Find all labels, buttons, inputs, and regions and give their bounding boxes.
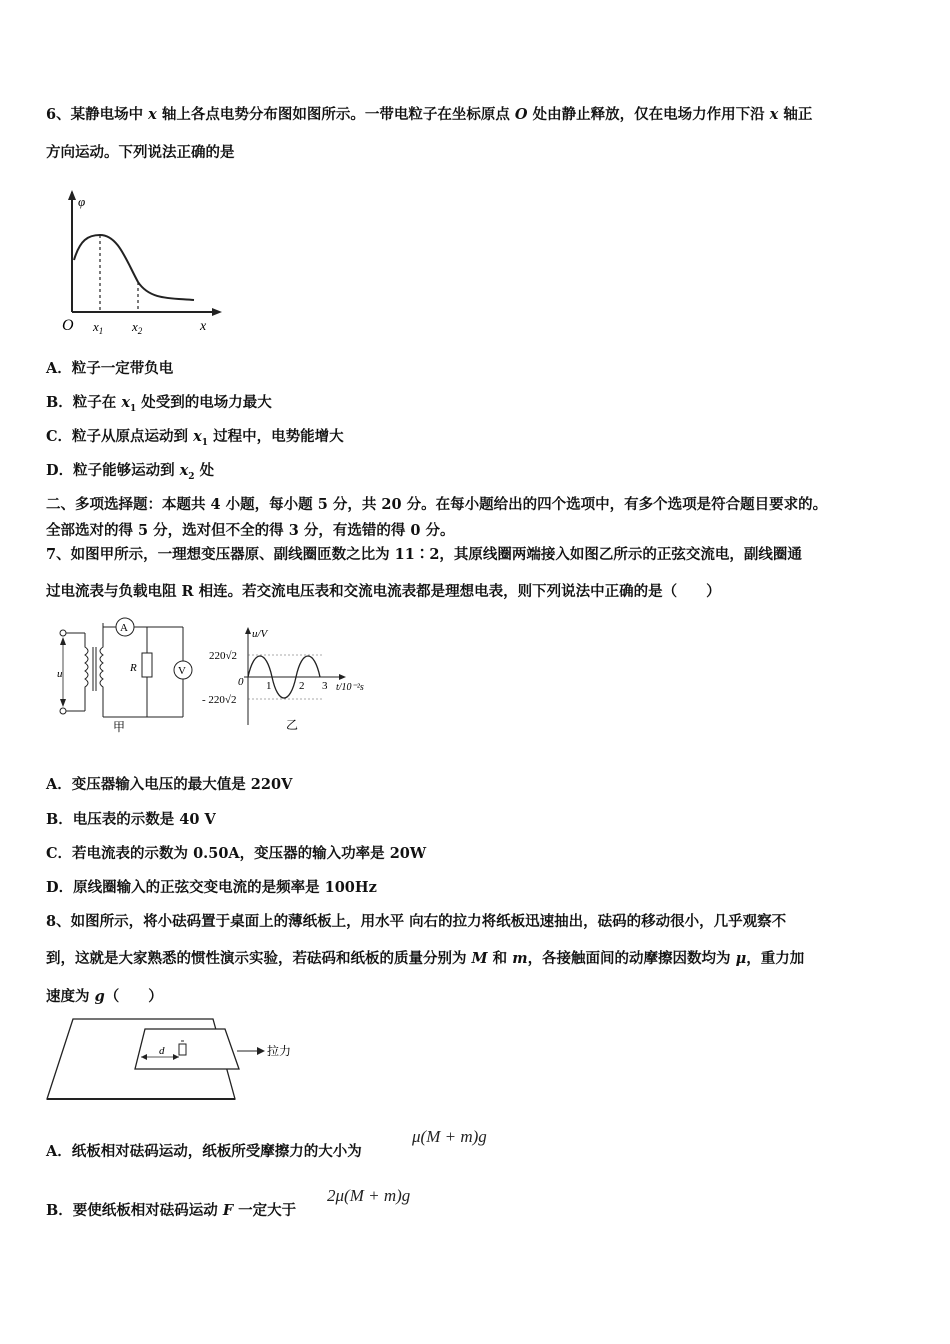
q8-option-a-formula: μ(M + m)g (412, 1127, 487, 1146)
pos-peak-label: 220√2 (209, 650, 238, 662)
q7-option-b: B．电压表的示数是 40 V (46, 811, 216, 828)
section2-heading-line2: 全部选对的得 5 分，选对但不全的得 3 分，有选错的得 0 分。 (46, 522, 455, 539)
q8-stem-line2: 到，这就是大家熟悉的惯性演示实验，若砝码和纸板的质量分别为 M 和 m，各接触面间的动摩擦因数均为 μ，重力加 (46, 950, 805, 967)
q6-potential-graph (60, 190, 230, 340)
resistor (142, 653, 152, 677)
y-axis-label: φ (78, 194, 86, 209)
q8-option-b: B．要使纸板相对砝码运动 F 一定大于 (46, 1202, 297, 1219)
resistor-label: R (130, 662, 137, 674)
svg-text:A: A (120, 622, 128, 634)
section2-heading-line1: 二、多项选择题：本题共 4 小题，每小题 5 分，共 20 分。在每小题给出的四个选项中，有多个选项是符合题目要求的。 (46, 496, 828, 513)
svg-text:2: 2 (299, 680, 305, 692)
distance-d-label: d (159, 1045, 165, 1057)
q6-stem-line2: 方向运动。下列说法正确的是 (46, 144, 235, 161)
pull-arrow (257, 1047, 265, 1055)
weight (179, 1044, 186, 1055)
q6-stem-line1: 6、某静电场中 x 轴上各点电势分布图如图所示。一带电粒子在坐标原点 O 处由静止释放，仅在电场力作用下沿 x 轴正 (46, 106, 813, 123)
neg-peak-label: - 220√2 (202, 694, 237, 706)
potential-curve (74, 235, 194, 300)
q8-stem-line3: 速度为 g（ ） (46, 988, 163, 1005)
q7-circuit-diagram-jia (55, 615, 205, 735)
caption-jia: 甲 (113, 720, 126, 734)
q8-inertia-diagram (45, 1015, 305, 1105)
y-axis-arrow (68, 190, 76, 200)
q7-voltage-graph-yi (200, 625, 370, 745)
q8-option-b-formula: 2μ(M + m)g (327, 1186, 411, 1205)
q8-stem-line1: 8、如图所示，将小砝码置于桌面上的薄纸板上，用水平 向右的拉力将纸板迅速抽出，砝码的移动很小，几乎观察不 (46, 913, 787, 930)
caption-yi: 乙 (286, 718, 299, 732)
primary-coil (85, 633, 88, 711)
q7-option-c: C．若电流表的示数为 0.50A，变压器的输入功率是 20W (46, 845, 427, 862)
q7-stem-line2: 过电流表与负载电阻 R 相连。若交流电压表和交流电流表都是理想电表，则下列说法中正确的是（ ） (46, 583, 721, 600)
svg-text:3: 3 (322, 680, 328, 692)
q7-option-a: A．变压器输入电压的最大值是 220V (46, 776, 293, 793)
source-u-label: u (57, 668, 63, 680)
q6-option-d: D．粒子能够运动到 $x_2$ 处 (46, 462, 215, 482)
paper-board (135, 1029, 239, 1069)
q6-option-a: A．粒子一定带负电 (46, 360, 174, 377)
q7-stem-line1: 7、如图甲所示，一理想变压器原、副线圈匝数之比为 11∶2，其原线圈两端接入如图乙所示的正弦交流电，副线圈通 (46, 546, 802, 563)
q6-option-c: C．粒子从原点运动到 $x_1$ 过程中，电势能增大 (46, 428, 344, 448)
origin-label: O (62, 317, 74, 334)
q7-option-d: D．原线圈输入的正弦交变电流的是频率是 100Hz (46, 879, 377, 896)
secondary-coil (100, 623, 103, 717)
y-axis-label: u/V (252, 628, 268, 640)
x-axis-label: x (200, 319, 207, 334)
pull-label: 拉力 (267, 1044, 292, 1058)
x-axis-arrow (212, 308, 222, 316)
svg-text:V: V (178, 665, 186, 677)
q8-option-a: A．纸板相对砝码运动，纸板所受摩擦力的大小为 (46, 1143, 362, 1160)
x2-label: $x_2$ (132, 319, 143, 336)
svg-text:1: 1 (266, 680, 272, 692)
x-axis-label: t/10⁻²s (336, 682, 364, 693)
origin-label: 0 (238, 676, 244, 688)
q6-option-b: B．粒子在 $x_1$ 处受到的电场力最大 (46, 394, 272, 414)
x1-label: $x_1$ (93, 319, 104, 336)
